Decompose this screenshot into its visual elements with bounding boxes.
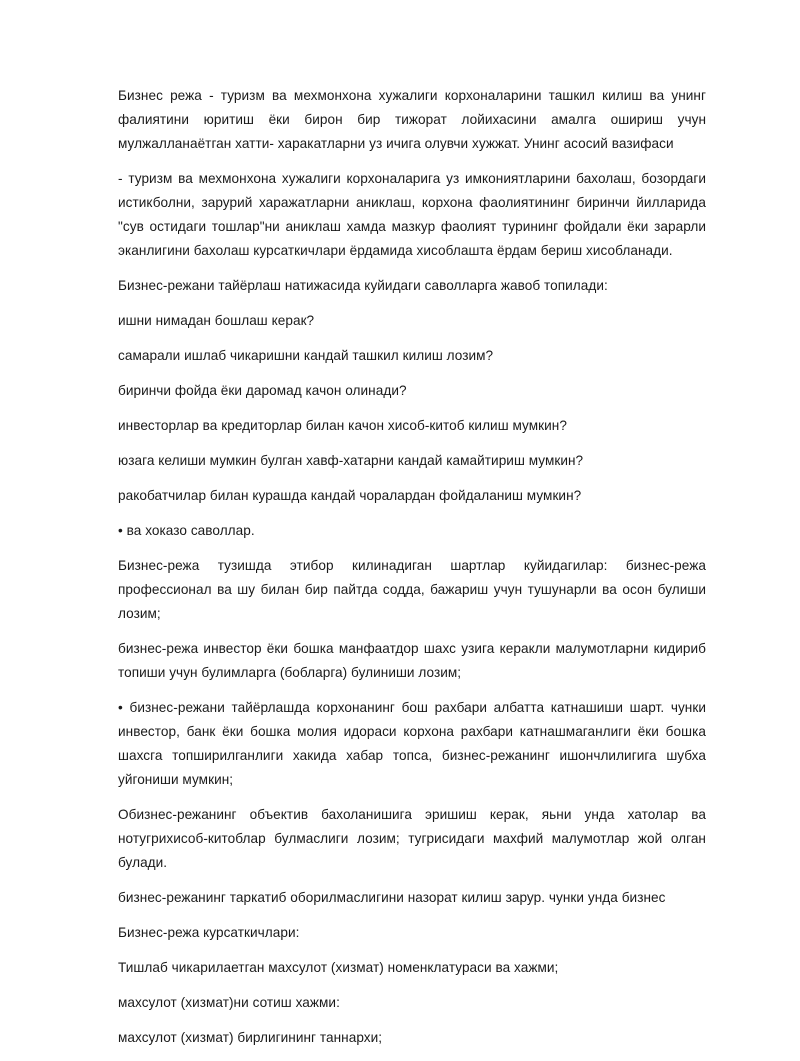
questions-heading: Бизнес-режани тайёрлаш натижасида куйидаги саволларга жавоб топилади: <box>118 278 608 293</box>
question-item: ишни нимадан бошлаш керак? <box>118 313 315 328</box>
question-item: самарали ишлаб чикаришни кандай ташкил килиш лозим? <box>118 348 494 363</box>
condition-item: бизнес-режанинг таркатиб оборилмаслигини назорат килиш зарур. чунки унда бизнес <box>118 890 666 905</box>
purpose-paragraph: - туризм ва мехмонхона хужалиги корхоналарига уз имкониятларини бахолаш, бозордаги истикболни, зарурий харажатларни аниклаш, корхона фаолиятининг биринчи йилларида "сув остидаги тошлар"ни аниклаш хамда мазкур фаолият турининг фойдали ёки зарарли эканлигини бахолаш курсаткичлари ёрдамида хисоблашта ёрдам бериш хисобланади. <box>118 171 706 258</box>
condition-item: • бизнес-режани тайёрлашда корхонанинг бош рахбари албатта катнашиши шарт. чунки инвестор, банк ёки бошка молия идораси корхона рахбари катнашмаганлиги ёки бошка шахсга топширилганлиги хакида хабар топса, бизнес-режанинг ишончлилигига шубха уйгониши мумкин; <box>118 700 706 787</box>
indicator-item: Тишлаб чикарилаетган махсулот (хизмат) номенклатураси ва хажми; <box>118 960 559 975</box>
question-item: ракобатчилар билан курашда кандай чоралардан фойдаланиш мумкин? <box>118 488 582 503</box>
question-item: • ва хоказо саволлар. <box>118 523 255 538</box>
question-item: биринчи фойда ёки даромад качон олинади? <box>118 383 407 398</box>
condition-item: Обизнес-режанинг объектив бахоланишига эришиш керак, яьни унда хатолар ва нотугрихисоб-китоблар булмаслиги лозим; тугрисидаги махфий малумотлар жой олган булади. <box>118 807 706 870</box>
question-item: юзага келиши мумкин булган хавф-хатарни кандай камайтириш мумкин? <box>118 453 584 468</box>
condition-item: бизнес-режа инвестор ёки бошка манфаатдор шахс узига керакли малумотларни кидириб топиши учун булимларга (бобларга) булиниши лозим; <box>118 641 706 680</box>
indicators-heading: Бизнес-режа курсаткичлари: <box>118 925 300 940</box>
question-item: инвесторлар ва кредиторлар билан качон хисоб-китоб килиш мумкин? <box>118 418 567 433</box>
intro-paragraph: Бизнес режа - туризм ва мехмонхона хужалиги корхоналарини ташкил килиш ва унинг фалиятини юритиш ёки бирон бир тижорат лойихасини амалга ошириш учун мулжалланаётган хатти- харакатларни уз ичига олувчи хужжат. Унинг асосий вазифаси <box>118 88 706 151</box>
indicator-item: махсулот (хизмат)ни сотиш хажми: <box>118 995 340 1010</box>
indicator-item: махсулот (хизмат) бирлигининг таннархи; <box>118 1030 383 1045</box>
conditions-paragraph: Бизнес-режа тузишда этибор килинадиган шартлар куйидагилар: бизнес-режа профессионал ва шу билан бир пайтда содда, бажариш учун тушунарли ва осон булиши лозим; <box>118 558 706 621</box>
document-page <box>118 84 706 1061</box>
